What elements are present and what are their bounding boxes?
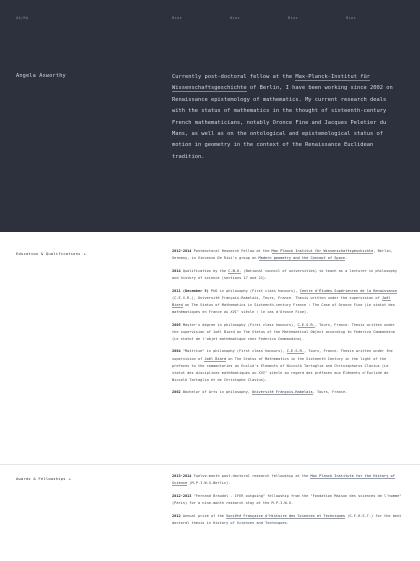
author-name: Angela Axworthy bbox=[16, 73, 66, 79]
entry-year: 2002 bbox=[172, 390, 181, 395]
entry-year: 2004 bbox=[172, 349, 181, 354]
entry-year: 2014 bbox=[172, 268, 181, 273]
list-item bbox=[172, 513, 402, 527]
expand-icon[interactable]: + bbox=[68, 476, 72, 481]
education-section bbox=[0, 232, 420, 464]
entry-year: 2012-2014 bbox=[172, 249, 192, 253]
nav-item-1[interactable]: Bios bbox=[172, 16, 183, 20]
entry-text: , Tours, France. Thesis written under the supervision of bbox=[172, 349, 393, 361]
mpiwg-link[interactable]: Max-Planck-Institut für Wissenschaftsgeschichte bbox=[172, 74, 370, 92]
entry-text: . bbox=[345, 256, 348, 261]
awards-section bbox=[0, 464, 420, 561]
entry-year: 2011 (December 5) bbox=[172, 288, 209, 293]
entry-text: on The Status of Mathematics in the Sixteenth Century in the light of the prefaces to the commentaries on Euclid's Elements of Niccolò Tartaglia and Christophorus Clavius (Le statut des disciplines mathématiques au XVIᵉ siècle au regard des préfaces aux Éléments d'Euclide de Niccolò Tartaglia et de Christophe Clavius). bbox=[172, 356, 389, 382]
nav-item-2[interactable]: Bios bbox=[230, 16, 241, 20]
entry-link[interactable]: C.E.S.R. bbox=[286, 349, 304, 354]
entry-link[interactable]: Joël Biard bbox=[204, 356, 227, 361]
list-item bbox=[172, 288, 402, 316]
site-logo[interactable]: AA/RA bbox=[16, 16, 29, 20]
entry-year: 2012 bbox=[172, 513, 181, 518]
entry-text: , Tours, France. Thesis written under the supervision of Joël Biard on The Status of the Mathematical Object according to Federico Commandino (Le statut de l'objet mathématique chez Federico Commandino). bbox=[172, 322, 395, 341]
list-item bbox=[172, 389, 402, 396]
entry-text: Master's degree in philosophy (First class honours), bbox=[180, 322, 298, 327]
list-item bbox=[172, 268, 402, 282]
entry-link[interactable]: C.N.U. bbox=[228, 268, 242, 273]
entry-text: Postdoctoral Research Fellow at the bbox=[191, 249, 272, 253]
entry-year: 2012-2013 bbox=[172, 493, 192, 498]
list-item bbox=[172, 348, 402, 383]
education-list bbox=[172, 248, 402, 402]
list-item bbox=[172, 248, 402, 262]
entry-text: (C.E.S.R.), Université François-Rabelais, Tours, France. Thesis written under the supervision of bbox=[172, 295, 382, 300]
entry-link[interactable]: Max Planck Institut für Wissenschaftsgeschichte bbox=[271, 249, 374, 253]
entry-text: , Tours, France. bbox=[312, 390, 348, 395]
entry-text: "Maîtrise" in philosophy (First class honours), bbox=[180, 349, 287, 354]
entry-link[interactable]: Joël Biard bbox=[172, 295, 391, 307]
list-item bbox=[172, 493, 402, 507]
list-item bbox=[172, 322, 402, 343]
intro-text-1: Currently post-doctoral fellow at the bbox=[172, 74, 296, 80]
expand-icon[interactable]: + bbox=[83, 251, 87, 256]
entry-year: 2013-2014 bbox=[172, 474, 192, 478]
entry-text: on The Status of Mathematics in Sixteenth-century France : The Case of Oronce Fine (Le statut des mathématiques en France au XVIᵉ siècle : le cas d'Oronce Fine). bbox=[172, 302, 395, 314]
entry-text: Bachelor of Arts in philosophy, bbox=[180, 390, 253, 395]
intro-paragraph bbox=[172, 72, 400, 163]
top-navigation bbox=[0, 16, 420, 24]
awards-title: Awards & Fellowships bbox=[16, 476, 66, 481]
nav-item-3[interactable]: Bios bbox=[288, 16, 299, 20]
entry-text: PhD in philosophy (First class honours), bbox=[208, 288, 300, 293]
entry-text: Annual prize of the bbox=[180, 513, 227, 518]
education-heading[interactable] bbox=[16, 251, 86, 256]
entry-text: (National council of universities) to teach as a lecturer in philosophy and history of science (sections 17 and 21). bbox=[172, 268, 398, 280]
entry-link[interactable]: Société Française d'Histoire des Sciences et Techniques bbox=[226, 513, 346, 518]
entry-link[interactable]: Max Planck Institute for the History of Science bbox=[172, 474, 395, 486]
entry-link[interactable]: Centre d'Études Supérieures de la Renaissance bbox=[299, 288, 398, 293]
entry-link[interactable]: C.E.S.R. bbox=[297, 322, 315, 327]
list-item bbox=[172, 473, 402, 487]
entry-text: Twelve-month post-doctoral research fellowship at the bbox=[191, 474, 311, 478]
entry-text: "Fernand Braudel - IFER outgoing" fellowship from the "Fondation Maison des sciences de l'homme" (Paris) for a nine-month research stay at the M.P.I.W.G. bbox=[172, 493, 402, 505]
awards-list bbox=[172, 473, 402, 532]
awards-heading[interactable] bbox=[16, 476, 71, 481]
education-title: Education & Qualifications bbox=[16, 251, 81, 256]
intro-text-2: of Berlin, I have been working since 2002 on Renaissance epistemology of mathematics. My current research deals with the status of mathematics in the thought of sixteenth-century French mathematicians, notably Oronce Fine and Jacques Peletier du Mans, as well as on the ontological and epistemological status of motion in geometry in the context of the Renaissance Euclidean tradition. bbox=[172, 85, 393, 160]
entry-link[interactable]: Université François-Rabelais bbox=[252, 390, 313, 395]
entry-year: 2005 bbox=[172, 322, 181, 327]
entry-text: Qualification by the bbox=[180, 268, 229, 273]
entry-text: (S.F.H.S.T.) for the best doctoral thesis in History of Sciences and Techniques. bbox=[172, 513, 402, 525]
entry-text: (M.P.I.W.G.Berlin). bbox=[187, 481, 231, 486]
hero-section bbox=[0, 0, 420, 232]
entry-text: , Berlin, Germany, in Vincenzo De Risi's group on bbox=[172, 249, 393, 261]
entry-link[interactable]: Modern geometry and the Concept of Space bbox=[258, 256, 346, 261]
nav-item-4[interactable]: Bios bbox=[346, 16, 357, 20]
